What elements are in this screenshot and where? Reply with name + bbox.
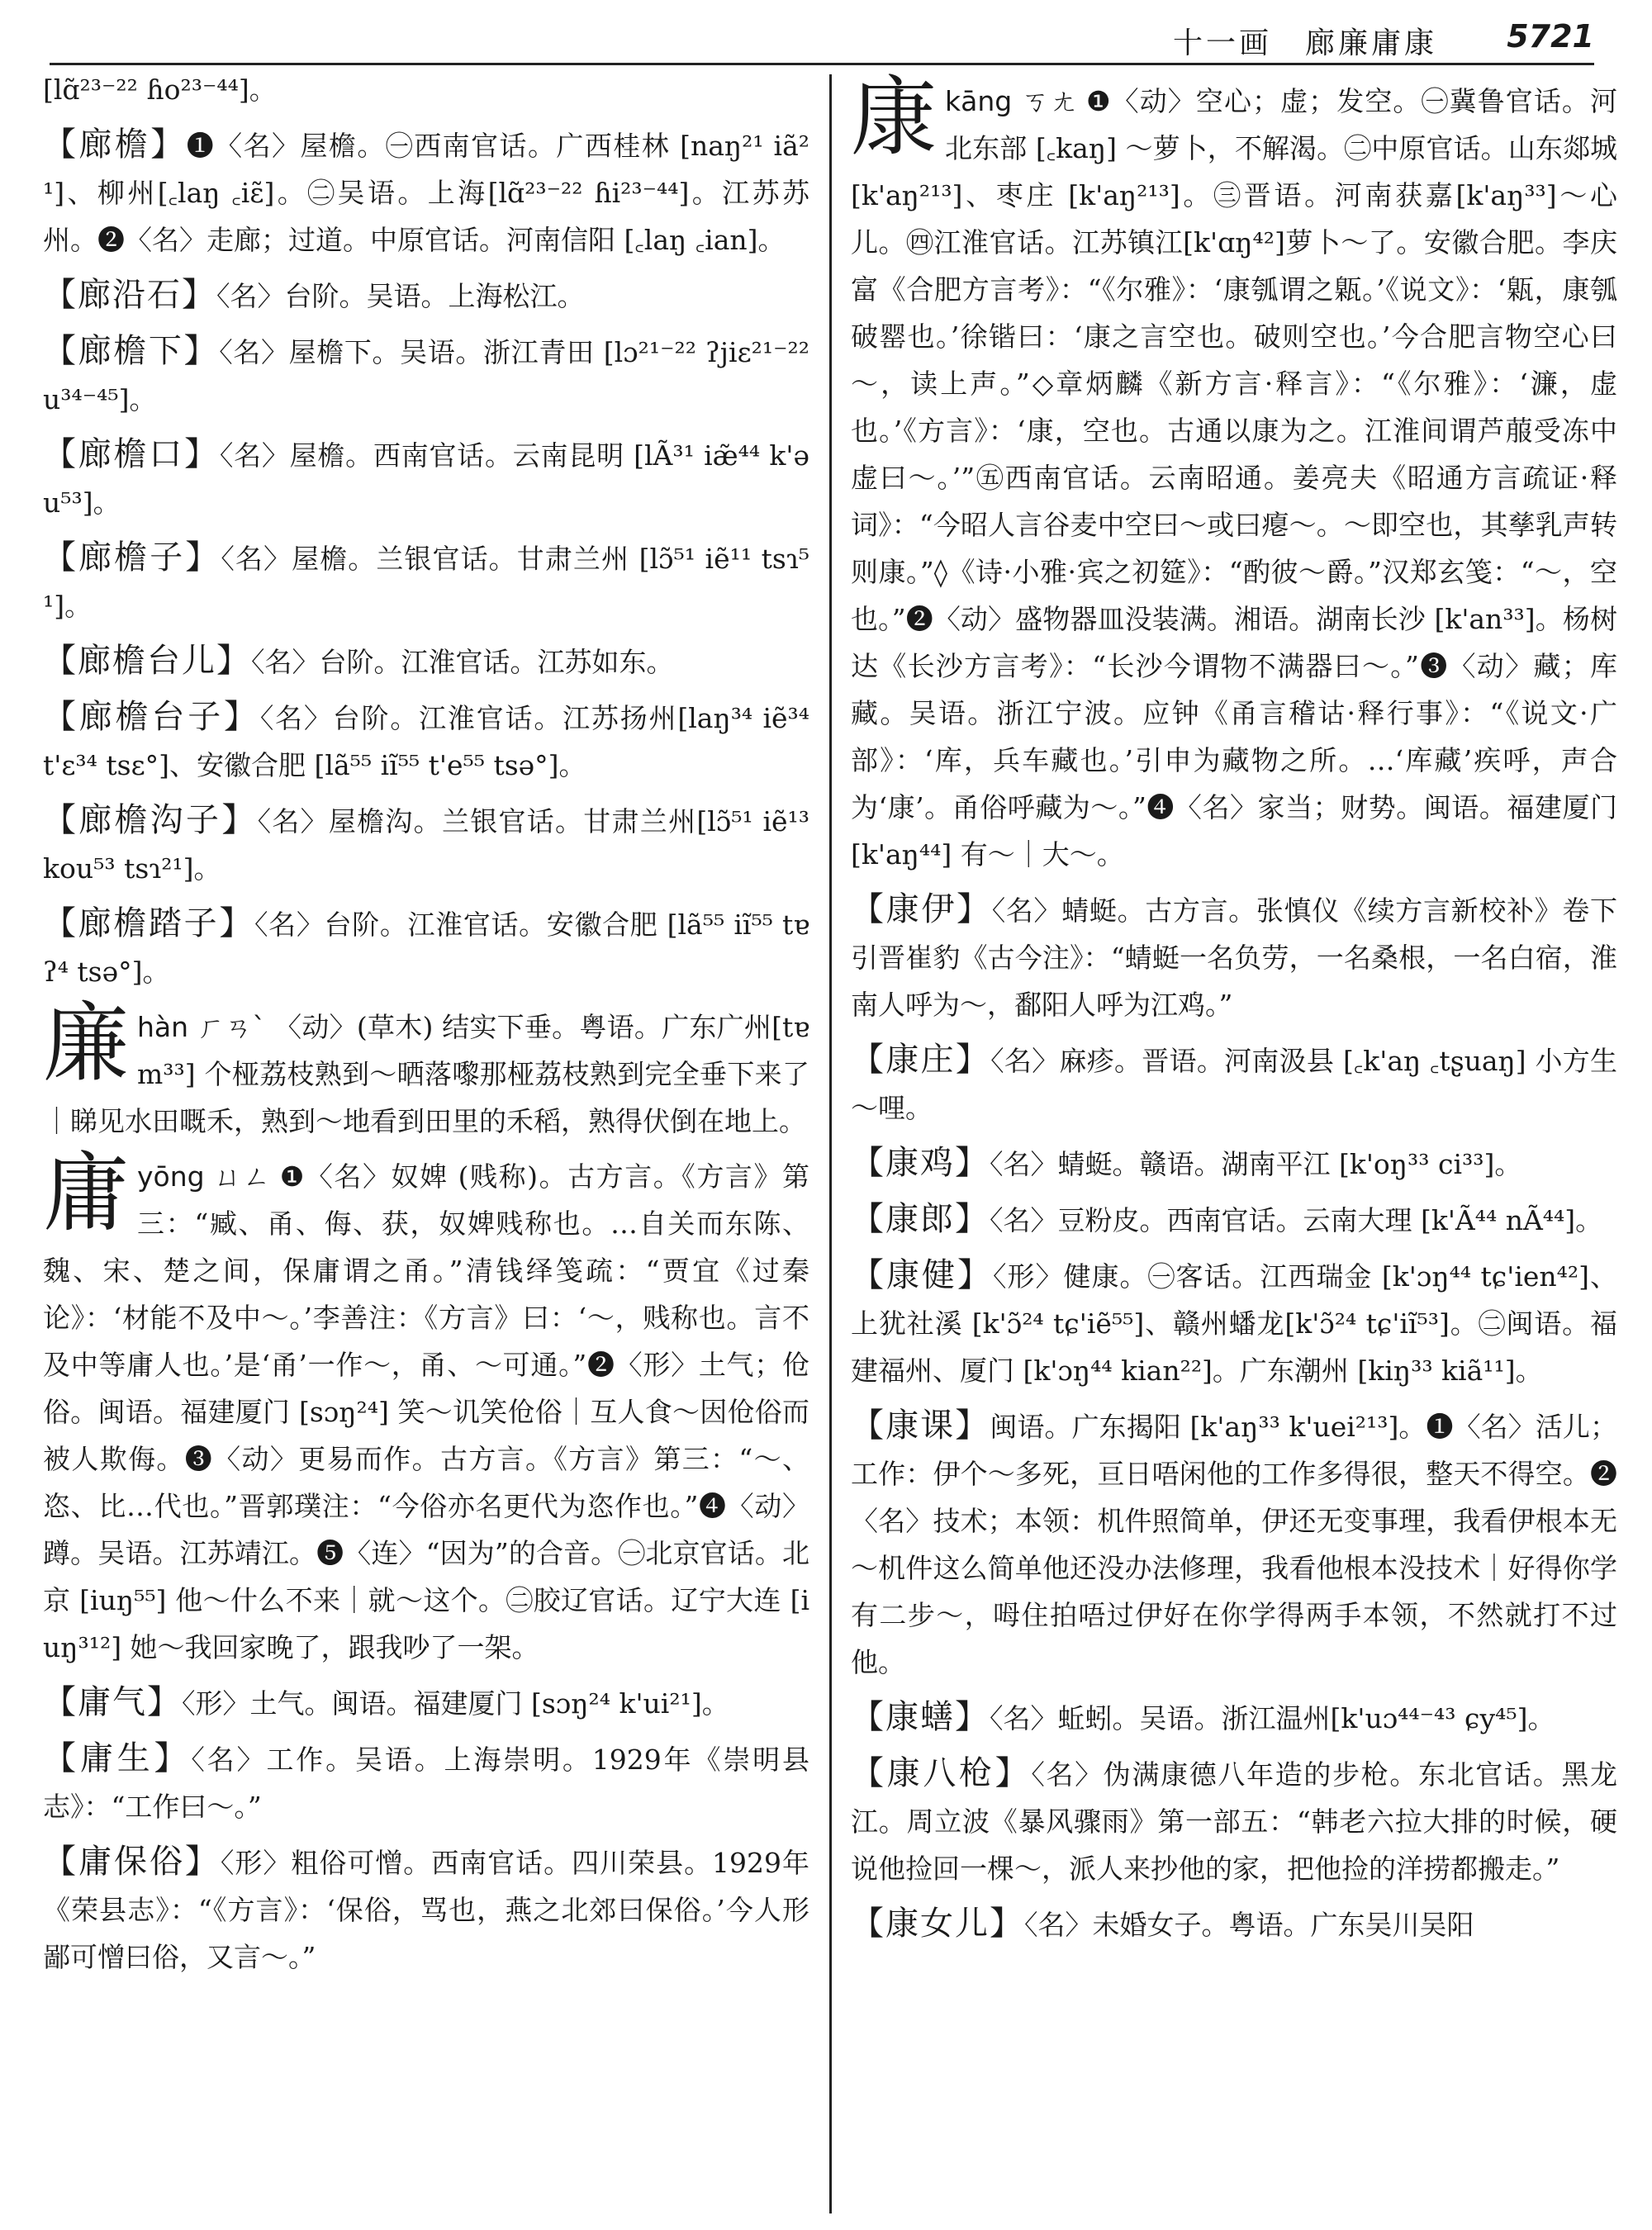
dictionary-entry: [851, 1140, 1617, 1188]
definition-text: ❶〈名〉奴婢 (贱称)。古方言。《方言》第三：“臧、甬、侮、获，奴婢贱称也。…自关而东陈、魏、宋、楚之间，保庸谓之甬。”清钱绎笺疏：“贾宜《过秦论》：‘材能不及中～。’李善注：《方言》曰：‘～，贱称也。言不及中等庸人也。’是‘甬’一作～，甬、～可通。”❷〈形〉土气；伧俗。闽语。福建厦门 [sɔŋ²⁴] 笑～讥笑伧俗｜互人食～因伧俗而被人欺侮。❸〈动〉更易而作。古方言。《方言》第三：“～、恣、比…代也。”晋郭璞注：“今俗亦名更代为恣作也。”❹〈动〉蹲。吴语。江苏靖江。❺〈连〉“因为”的合音。㊀北京官话。北京 [iuŋ⁵⁵] 他～什么不来｜就～这个。㊁胶辽官话。辽宁大连 [iuŋ³¹²] 她～我回家晚了，跟我吵了一架。: [43, 1160, 809, 1663]
dictionary-entry: [43, 431, 809, 526]
definition-text: 〈名〉未婚女子。粤语。广东吴川吴阳: [1024, 1909, 1474, 1941]
definition-text: 〈名〉台阶。吴语。上海松江。: [216, 280, 585, 312]
dictionary-entry: [43, 534, 809, 629]
dictionary-entry: [43, 1735, 809, 1830]
entry-headword: 【廊檐子】: [43, 539, 221, 576]
entry-headword: 【廊沿石】: [43, 276, 216, 314]
definition-text: 〈形〉健康。㊀客话。江西瑞金 [k'ɔŋ⁴⁴ tɕ'ien⁴²]、上犹社溪 [k'ɔ̃²⁴ tɕ'iẽ⁵⁵]、赣州蟠龙[k'ɔ̃²⁴ tɕ'iĩ⁵³]。㊁闽语。福建福州、厦门 [k'ɔŋ⁴⁴ kian²²]。广东潮州 [kiŋ³³ kiã¹¹]。: [851, 1260, 1617, 1387]
dictionary-entry: [851, 1900, 1617, 1948]
dictionary-entry: [43, 900, 809, 995]
page-header: [50, 15, 1594, 65]
definition-text: ❶〈名〉屋檐。㊀西南官话。广西桂林 [naŋ²¹ iã²¹]、柳州[꜀laŋ ꜀iɛ̃]。㊁吴语。上海[lɑ̃²³⁻²² ɦi²³⁻⁴⁴]。江苏苏州。❷〈名〉走廊；过道。中原官话。河南信阳 [꜀laŋ ꜀ian]。: [43, 130, 810, 256]
pinyin: kāng ㄎㄤ: [945, 85, 1078, 117]
entry-headword: 【廊檐下】: [43, 332, 220, 370]
head-character-entry: [43, 993, 809, 1145]
entry-headword: 【庸保俗】: [43, 1843, 221, 1881]
continued-text: [43, 66, 809, 113]
definition-text: 〈名〉屋檐。西南官话。云南昆明 [lÃ³¹ iæ̃⁴⁴ k'əu⁵³]。: [43, 439, 809, 519]
head-character-entry: [43, 1142, 809, 1671]
entry-headword: 【康鸡】: [851, 1144, 990, 1182]
dictionary-entry: [851, 1196, 1617, 1244]
definition-text: 〈名〉麻疹。晋语。河南汲县 [꜀k'aŋ ꜀tʂuaŋ] 小方生～哩。: [851, 1045, 1617, 1124]
definition-text: 〈形〉土气。闽语。福建厦门 [sɔŋ²⁴ k'ui²¹]。: [182, 1687, 729, 1720]
entry-headword: 【廊檐踏子】: [43, 904, 254, 942]
dictionary-entry: [43, 694, 819, 789]
head-character: 康: [851, 67, 938, 168]
dictionary-entry: [43, 1679, 809, 1727]
entry-headword: 【康庄】: [851, 1041, 991, 1079]
definition-text: 〈名〉台阶。江淮官话。安徽合肥 [lã⁵⁵ iĩ⁵⁵ tɐʔ⁴ tsə°]。: [43, 909, 809, 988]
entry-headword: 【廊檐】: [43, 126, 187, 164]
pinyin: hàn ㄏㄢˋ: [137, 1011, 267, 1043]
dictionary-entry: [43, 121, 809, 263]
entry-headword: 【康郎】: [851, 1200, 990, 1238]
head-character: 廉: [43, 993, 130, 1094]
definition-text: 〈名〉伪满康德八年造的步枪。东北官话。黑龙江。周立波《暴风骤雨》第一部五：“韩老六拉大排的时候，硬说他捡回一棵～，派人来抄他的家，把他捡的洋捞都搬走。”: [851, 1758, 1618, 1885]
dictionary-entry: [43, 638, 809, 686]
definition-text: 〈名〉蜻蜓。赣语。湖南平江 [k'oŋ³³ ci³³]。: [990, 1148, 1522, 1180]
running-title: 十一画 廊廉庸康: [1172, 26, 1437, 60]
pinyin: yōng ㄩㄥ: [137, 1160, 272, 1193]
dictionary-entry: [851, 1402, 1617, 1686]
page-number: 5721: [1507, 18, 1594, 55]
entry-headword: 【廊檐台子】: [43, 698, 260, 736]
entry-headword: 【康健】: [851, 1256, 993, 1294]
column-divider: [829, 74, 832, 2213]
definition-text: 〈名〉屋檐下。吴语。浙江青田 [lɔ²¹⁻²² ʔjiɛ²¹⁻²² u³⁴⁻⁴⁵]。: [43, 336, 819, 415]
head-character: 庸: [43, 1142, 130, 1243]
left-column: [43, 71, 819, 2213]
dictionary-entry: [43, 272, 809, 320]
dictionary-entry: [851, 1037, 1617, 1132]
entry-headword: 【康八枪】: [851, 1754, 1032, 1792]
dictionary-entry: [43, 328, 819, 423]
entry-headword: 【康蟮】: [851, 1698, 990, 1736]
entry-headword: 【庸生】: [43, 1739, 192, 1777]
entry-headword: 【康课】: [851, 1407, 990, 1445]
definition-text: 〈名〉工作。吴语。上海崇明。1929年《崇明县志》：“工作曰～。”: [43, 1744, 810, 1823]
definition-text: 〈名〉台阶。江淮官话。江苏如东。: [251, 646, 674, 678]
definition-text: 闽语。广东揭阳 [k'aŋ³³ k'uei²¹³]。❶〈名〉活儿；工作：伊个～多死，亘日唔闲他的工作多得很，整天不得空。❷〈名〉技术；本领：机件照简单，伊还无变事理，我看伊根本无～机件这么简单他还没办法修理，我看他根本没技术｜好得你学有二步～，呣住拍唔过伊好在你学得两手本领，不然就打不过他。: [851, 1411, 1617, 1678]
dictionary-entry: [43, 1839, 809, 1981]
dictionary-entry: [851, 1694, 1617, 1742]
entry-headword: 【康女儿】: [851, 1905, 1024, 1943]
entry-headword: 【康伊】: [851, 890, 992, 928]
definition-text: 〈名〉屋檐沟。兰银官话。甘肃兰州[lɔ̃⁵¹ iẽ¹³ kou⁵³ tsɿ²¹]。: [43, 805, 819, 885]
dictionary-entry: [43, 797, 819, 892]
definition-text: 〈名〉屋檐。兰银官话。甘肃兰州 [lɔ̃⁵¹ iẽ¹¹ tsɿ⁵¹]。: [43, 543, 810, 622]
definition-text: 〈形〉粗俗可憎。西南官话。四川荣县。1929年《荣县志》：“《方言》：‘保俗，骂也，燕之北郊曰保俗。’今人形鄙可憎曰俗，又言～。”: [43, 1847, 810, 1973]
entry-headword: 【廊檐沟子】: [43, 801, 258, 839]
entry-headword: 【廊檐台儿】: [43, 642, 251, 680]
definition-text: 〈名〉台阶。江淮官话。江苏扬州[laŋ³⁴ iẽ³⁴ t'ɛ³⁴ tsɛ°]、安徽合肥 [lã⁵⁵ iĩ⁵⁵ t'e⁵⁵ tsə°]。: [43, 702, 819, 781]
dictionary-entry: [851, 1252, 1617, 1394]
dictionary-entry: [851, 1750, 1617, 1892]
head-character-entry: [851, 67, 1626, 878]
definition-text: [lɑ̃²³⁻²² ɦo²³⁻⁴⁴]。: [43, 74, 277, 106]
definition-text: 〈名〉蜻蜓。古方言。张慎仪《续方言新校补》卷下引晋崔豹《古今注》：“蜻蜓一名负劳，一名桑根，一名白宿，淮南人呼为～，鄱阳人呼为江鸡。”: [851, 894, 1618, 1021]
definition-text: 〈名〉豆粉皮。西南官话。云南大理 [k'Ã⁴⁴ nÃ⁴⁴]。: [990, 1204, 1603, 1236]
definition-text: ❶〈动〉空心；虚；发空。㊀冀鲁官话。河北东部 [꜀kaŋ] ～萝卜，不解渴。㊁中原官话。山东郯城 [k'aŋ²¹³]、枣庄 [k'aŋ²¹³]。㊂晋语。河南获嘉[k'aŋ³³]～心儿。㊃江淮官话。江苏镇江[k'ɑŋ⁴²]萝卜～了。安徽合肥。李庆富《合肥方言考》：“《尔雅》：‘康瓠谓之甈。’《说文》：‘甈，康瓠破罂也。’徐锴曰：‘康之言空也。破则空也。’今合肥言物空心曰～，读上声。”◇章炳麟《新方言·释言》：“《尔雅》：‘濂，虚也。’《方言》：‘康，空也。古通以康为之。江淮间谓芦菔受冻中虚曰～。’”㊄西南官话。云南昭通。姜亮夫《昭通方言疏证·释词》：“今昭人言谷麦中空曰～或曰瘪～。～即空也，其孳乳声转则康。”◊《诗·小雅·宾之初筵》：“酌彼～爵。”汉郑玄笺：“～，空也。”❷〈动〉盛物器皿没装满。湘语。湖南长沙 [k'an³³]。杨树达《长沙方言考》：“长沙今谓物不满器曰～。”❸〈动〉藏；库藏。吴语。浙江宁波。应钟《甬言稽诂·释行事》：“《说文·广部》：‘库，兵车藏也。’引申为藏物之所。…‘库藏’疾呼，声合为‘康’。甬俗呼藏为～。”❹〈名〉家当；财势。闽语。福建厦门 [k'aŋ⁴⁴] 有～｜大～。: [851, 85, 1626, 871]
entry-headword: 【庸气】: [43, 1683, 182, 1721]
entry-headword: 【廊檐口】: [43, 435, 220, 473]
right-column: [851, 67, 1626, 2213]
dictionary-entry: [851, 886, 1617, 1028]
definition-text: 〈名〉蚯蚓。吴语。浙江温州[k'uɔ⁴⁴⁻⁴³ ɕy⁴⁵]。: [990, 1702, 1555, 1734]
definition-text: 〈动〉(草木) 结实下垂。粤语。广东广州[tɐm³³] 个桠荔枝熟到～晒落嚟那桠荔枝熟到完全垂下来了｜睇见水田嘅禾，熟到～地看到田里的禾稻，熟得伏倒在地上。: [43, 1011, 809, 1137]
